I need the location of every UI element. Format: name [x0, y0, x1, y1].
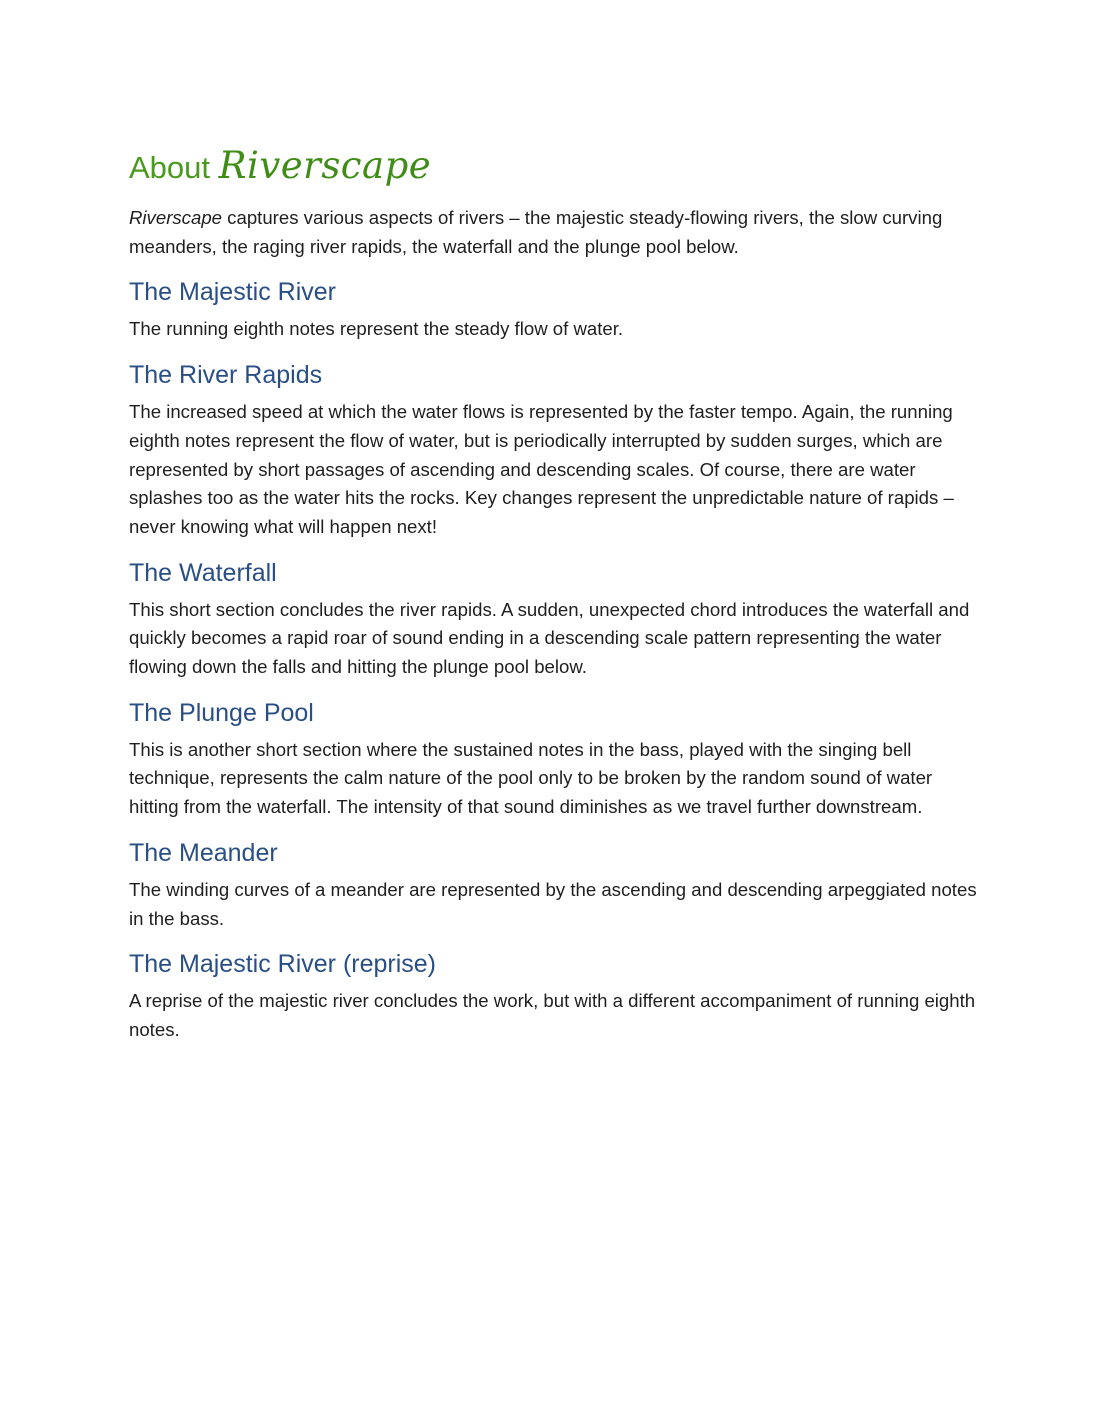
section-text: The winding curves of a meander are represented by the ascending and descending arpeggiated notes in the bass. — [129, 878, 977, 929]
section-majestic-river — [129, 275, 979, 344]
section-text: This is another short section where the sustained notes in the bass, played with the singing bell technique, represents the calm nature of the pool only to be broken by the random sound of water hitting from the waterfall. The intensity of that sound diminishes as we travel further downstream. — [129, 738, 933, 818]
section-text: The increased speed at which the water flows is represented by the faster tempo. Again, the running eighth notes represent the flow of water, but is periodically interrupted by sudden surges, which are represented by short passages of ascending and descending scales. Of course, there are water splashes too as the water hits the rocks. Key changes represent the unpredictable nature of rapids – never knowing what will happen next! — [129, 401, 954, 537]
section-meander — [129, 836, 979, 933]
section-majestic-river-reprise — [129, 947, 979, 1044]
document-page — [129, 140, 979, 1059]
section-river-rapids — [129, 358, 979, 542]
intro-paragraph — [129, 204, 979, 261]
section-heading: The Meander — [129, 838, 278, 867]
title-prefix: About — [129, 150, 211, 185]
section-waterfall — [129, 556, 979, 682]
intro-emphasis: Riverscape — [129, 207, 223, 228]
section-text: This short section concludes the river rapids. A sudden, unexpected chord introduces the waterfall and quickly becomes a rapid roar of sound ending in a descending scale pattern representing the water flowing down the falls and hitting the plunge pool below. — [129, 598, 970, 678]
title-word: Riverscape — [218, 144, 432, 187]
section-text: A reprise of the majestic river concludes the work, but with a different accompaniment of running eighth notes. — [129, 990, 976, 1040]
section-heading: The Waterfall — [129, 558, 277, 587]
section-heading: The River Rapids — [129, 361, 323, 390]
section-plunge-pool — [129, 696, 979, 822]
intro-text: captures various aspects of rivers – the majestic steady-flowing rivers, the slow curving meanders, the raging river rapids, the waterfall and the plunge pool below. — [129, 207, 943, 257]
section-heading: The Majestic River — [129, 278, 336, 307]
section-text: The running eighth notes represent the steady flow of water. — [129, 318, 624, 340]
section-heading: The Plunge Pool — [129, 698, 314, 727]
section-heading: The Majestic River (reprise) — [129, 950, 437, 979]
page-title — [129, 140, 979, 192]
